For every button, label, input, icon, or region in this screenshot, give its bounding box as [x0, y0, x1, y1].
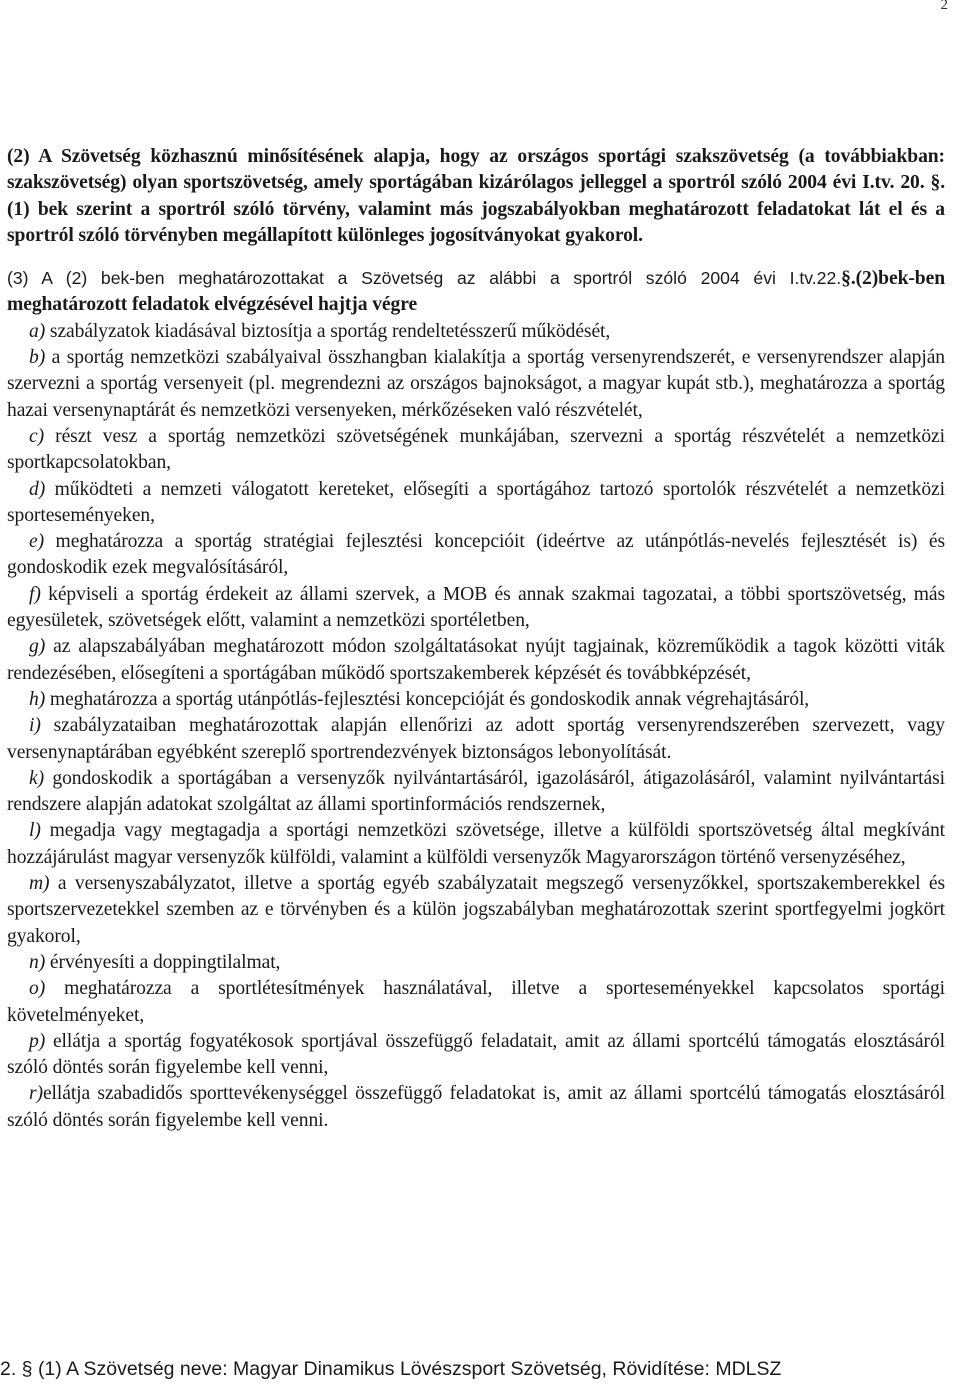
section-3-lead: (3) A (2) bek-ben meghatározottakat a Szövetség az alábbi a sportról szóló 2004 évi I.tv.22.: [7, 268, 842, 289]
item-letter: l): [29, 820, 41, 842]
item-text: ellátja szabadidős sporttevékenységgel összefüggő feladatokat is, amit az állami sportcélú támogatás elosztásáról szóló döntés során figyelembe kell venni.: [7, 1083, 945, 1131]
item-text: meghatározza a sportág utánpótlás-fejlesztési koncepcióját és gondoskodik annak végrehajtásáról,: [45, 688, 810, 710]
section-3-rest: §.(2)bek-ben meghatározott feladatok elvégzésével hajtja végre: [7, 268, 945, 316]
task-list-item: [7, 976, 945, 1029]
task-list-item: [7, 818, 945, 871]
task-list-item: [7, 766, 945, 819]
item-text: meghatározza a sportág stratégiai fejlesztési koncepcióit (ideértve az utánpótlás-nevelés fejlesztését is) és gondoskodik ezek megvalósításáról,: [7, 531, 945, 579]
item-letter: d): [29, 478, 46, 500]
task-list-item: [7, 582, 945, 635]
item-text: az alapszabályában meghatározott módon szolgáltatásokat nyújt tagjainak, közreműködik a tagok közötti viták rendezésében, elősegíteni a sportágában működő sportszakemberek képzését és továbbképzését,: [7, 636, 945, 684]
task-list-item: [7, 345, 945, 424]
item-text: meghatározza a sportlétesítmények használatával, illetve a sporteseményekkel kapcsolatos sportági követelményeket,: [7, 978, 945, 1026]
task-list-item: [7, 1081, 945, 1134]
task-list-item: [7, 687, 945, 713]
task-list-item: [7, 477, 945, 530]
section-3-intro: [7, 265, 945, 319]
item-letter: e): [29, 531, 45, 553]
item-letter: p): [29, 1030, 46, 1052]
task-list-item: [7, 424, 945, 477]
item-text: ellátja a sportág fogyatékosok sportjával összefüggő feladatait, amit az állami sportcélú támogatás elosztásáról szóló döntés során figyelembe kell venni,: [7, 1030, 945, 1079]
task-list-item: [7, 529, 945, 582]
page-number: 2: [940, 0, 948, 13]
item-letter: h): [29, 688, 46, 710]
item-letter: r): [29, 1083, 43, 1105]
item-letter: m): [29, 873, 50, 895]
item-letter: c): [29, 425, 45, 447]
item-letter: b): [29, 347, 46, 369]
item-text: szabályzatok kiadásával biztosítja a sportág rendeltetésszerű működését,: [45, 320, 611, 342]
item-letter: i): [29, 715, 41, 737]
footer-line: 2. § (1) A Szövetség neve: Magyar Dinamikus Lövészsport Szövetség, Rövidítése: MDLSZ: [0, 1358, 782, 1380]
document-body: [7, 144, 945, 1134]
item-text: képviseli a sportág érdekeit az állami szervek, a MOB és annak szakmai tagozatai, a többi sportszövetség, más egyesületek, szövetségek előtt, valamint a nemzetközi sportéletben,: [7, 583, 945, 632]
item-text: a versenyszabályzatot, illetve a sportág egyéb szabályzatait megszegő versenyzőkkel, sportszakemberekkel és sportszervezetekkel szemben az e törvényben és a külön jogszabályban meghatározottak szerint sportfegyelmi jogkört gyakorol,: [7, 873, 945, 947]
item-letter: a): [29, 320, 46, 342]
task-list: [7, 319, 945, 1134]
item-letter: g): [29, 636, 46, 658]
item-letter: o): [29, 978, 46, 1000]
item-text: működteti a nemzeti válogatott kereteket, elősegíti a sportágához tartozó sportolók részvételét a nemzetközi sporteseményeken,: [7, 478, 945, 526]
item-letter: f): [29, 583, 41, 605]
item-letter: n): [29, 951, 46, 973]
item-letter: k): [29, 767, 45, 789]
item-text: megadja vagy megtagadja a sportági nemzetközi szövetsége, illetve a külföldi sportszövetség által megkívánt hozzájárulást magyar versenyzők külföldi, valamint a külföldi versenyzők Magyarországon történő versenyzéséhez,: [7, 820, 945, 868]
task-list-item: [7, 713, 945, 766]
task-list-item: [7, 1029, 945, 1082]
task-list-item: [7, 634, 945, 687]
item-text: részt vesz a sportág nemzetközi szövetségének munkájában, szervezni a sportág részvételét a nemzetközi sportkapcsolatokban,: [7, 425, 945, 474]
task-list-item: [7, 319, 945, 345]
item-text: gondoskodik a sportágában a versenyzők nyilvántartásáról, igazolásáról, átigazolásáról, valamint nyilvántartási rendszere alapján adatokat szolgáltat az állami sportinformációs rendszernek,: [7, 767, 945, 816]
task-list-item: [7, 871, 945, 950]
section-2-paragraph: (2) A Szövetség közhasznú minősítésének alapja, hogy az országos sportági szakszövetség (a továbbiakban: szakszövetség) olyan sportszövetség, amely sportágában kizárólagos jelleggel a sportról szóló 2004 évi I.tv. 20. §.(1) bek szerint a sportról szóló törvény, valamint más jogszabályokban meghatározott feladatokat lát el és a sportról szóló törvényben megállapított különleges jogosítványokat gyakorol.: [7, 146, 945, 246]
item-text: szabályzataiban meghatározottak alapján ellenőrizi az adott sportág versenyrendszerében szervezett, vagy versenynaptárában egyébként szereplő sportrendezvények biztonságos lebonyolítását.: [7, 715, 945, 763]
task-list-item: [7, 950, 945, 976]
item-text: érvényesíti a doppingtilalmat,: [45, 951, 281, 973]
item-text: a sportág nemzetközi szabályaival összhangban kialakítja a sportág versenyrendszerét, e versenyrendszer alapján szervezni a sportág versenyeit (pl. megrendezni az országos bajnokságot, a magyar kupát stb.), meghatározza a sportág hazai versenynaptárát és nemzetközi versenyeken, mérkőzéseken való részvételét,: [7, 347, 945, 421]
